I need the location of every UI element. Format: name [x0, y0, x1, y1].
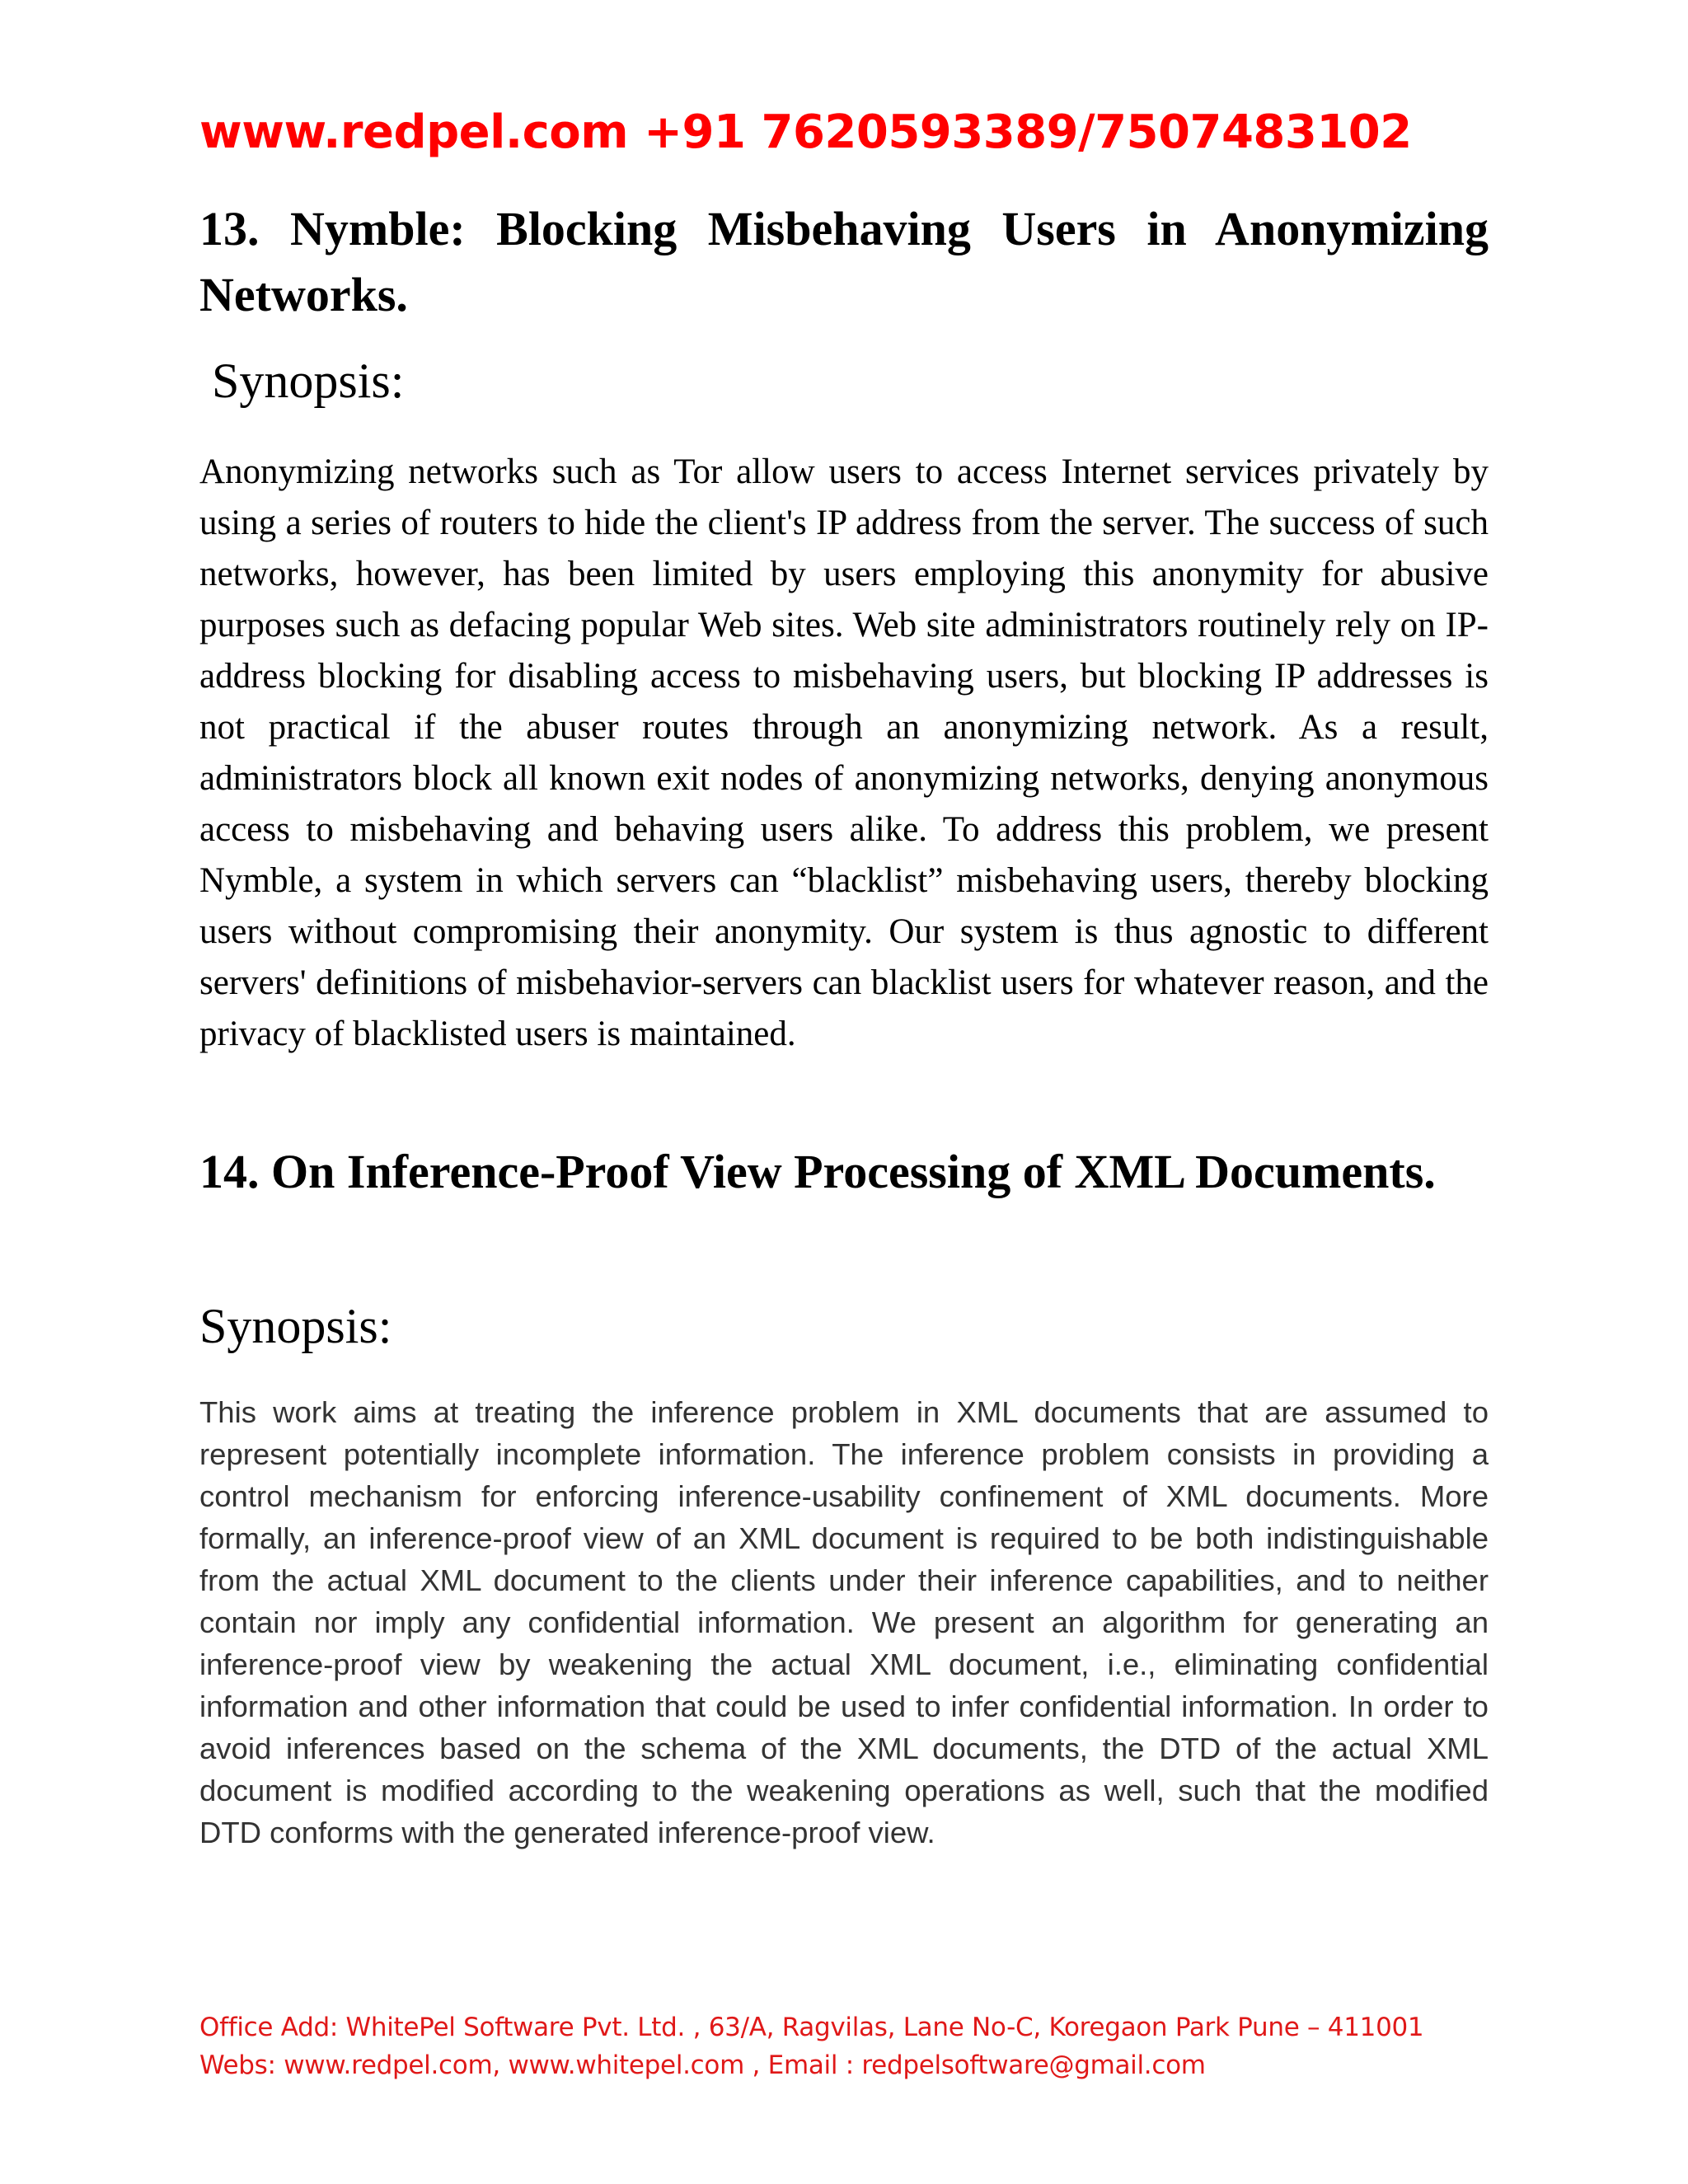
synopsis-label-13: Synopsis: [199, 354, 405, 408]
footer-address: Office Add: WhitePel Software Pvt. Ltd. , 63/A, Ragvilas, Lane No-C, Koregaon Park Pune – 411001 [199, 2013, 1424, 2042]
footer-webs: Webs: www.redpel.com, www.whitepel.com , Email : redpelsoftware@gmail.com [199, 2050, 1206, 2080]
section-body-13: Anonymizing networks such as Tor allow users to access Internet services privately by using a series of routers to hide the client's IP address from the server. The success of such networks, however, has been limited by users employing this anonymity for abusive purposes such as defacing popular Web sites. Web site administrators routinely rely on IP-address blocking for disabling access to misbehaving users, but blocking IP addresses is not practical if the abuser routes through an anonymizing network. As a result, administrators block all known exit nodes of anonymizing networks, denying anonymous access to misbehaving and behaving users alike. To address this problem, we present Nymble, a system in which servers can “blacklist” misbehaving users, thereby blocking users without compromising their anonymity. Our system is thus agnostic to different servers' definitions of misbehavior-servers can blacklist users for whatever reason, and the privacy of blacklisted users is maintained. [199, 452, 1489, 1053]
synopsis-label-14: Synopsis: [199, 1299, 392, 1353]
footer [199, 2008, 1423, 2084]
section-title-14: 14. On Inference-Proof View Processing of XML Documents. [199, 1145, 1436, 1198]
section-title-13: 13. Nymble: Blocking Misbehaving Users in Anonymizing Networks. [199, 202, 1489, 321]
header-contact: www.redpel.com +91 7620593389/7507483102 [199, 105, 1412, 159]
section-body-14: This work aims at treating the inference problem in XML documents that are assumed to represent potentially incomplete information. The inference problem consists in providing a control mechanism for enforcing inference-usability confinement of XML documents. More formally, an inference-proof view of an XML document is required to be both indistinguishable from the actual XML document to the clients under their inference capabilities, and to neither contain nor imply any confidential information. We present an algorithm for generating an inference-proof view by weakening the actual XML document, i.e., eliminating confidential information and other information that could be used to infer confidential information. In order to avoid inferences based on the schema of the XML documents, the DTD of the actual XML document is modified according to the weakening operations as well, such that the modified DTD conforms with the generated inference-proof view. [199, 1395, 1489, 1849]
